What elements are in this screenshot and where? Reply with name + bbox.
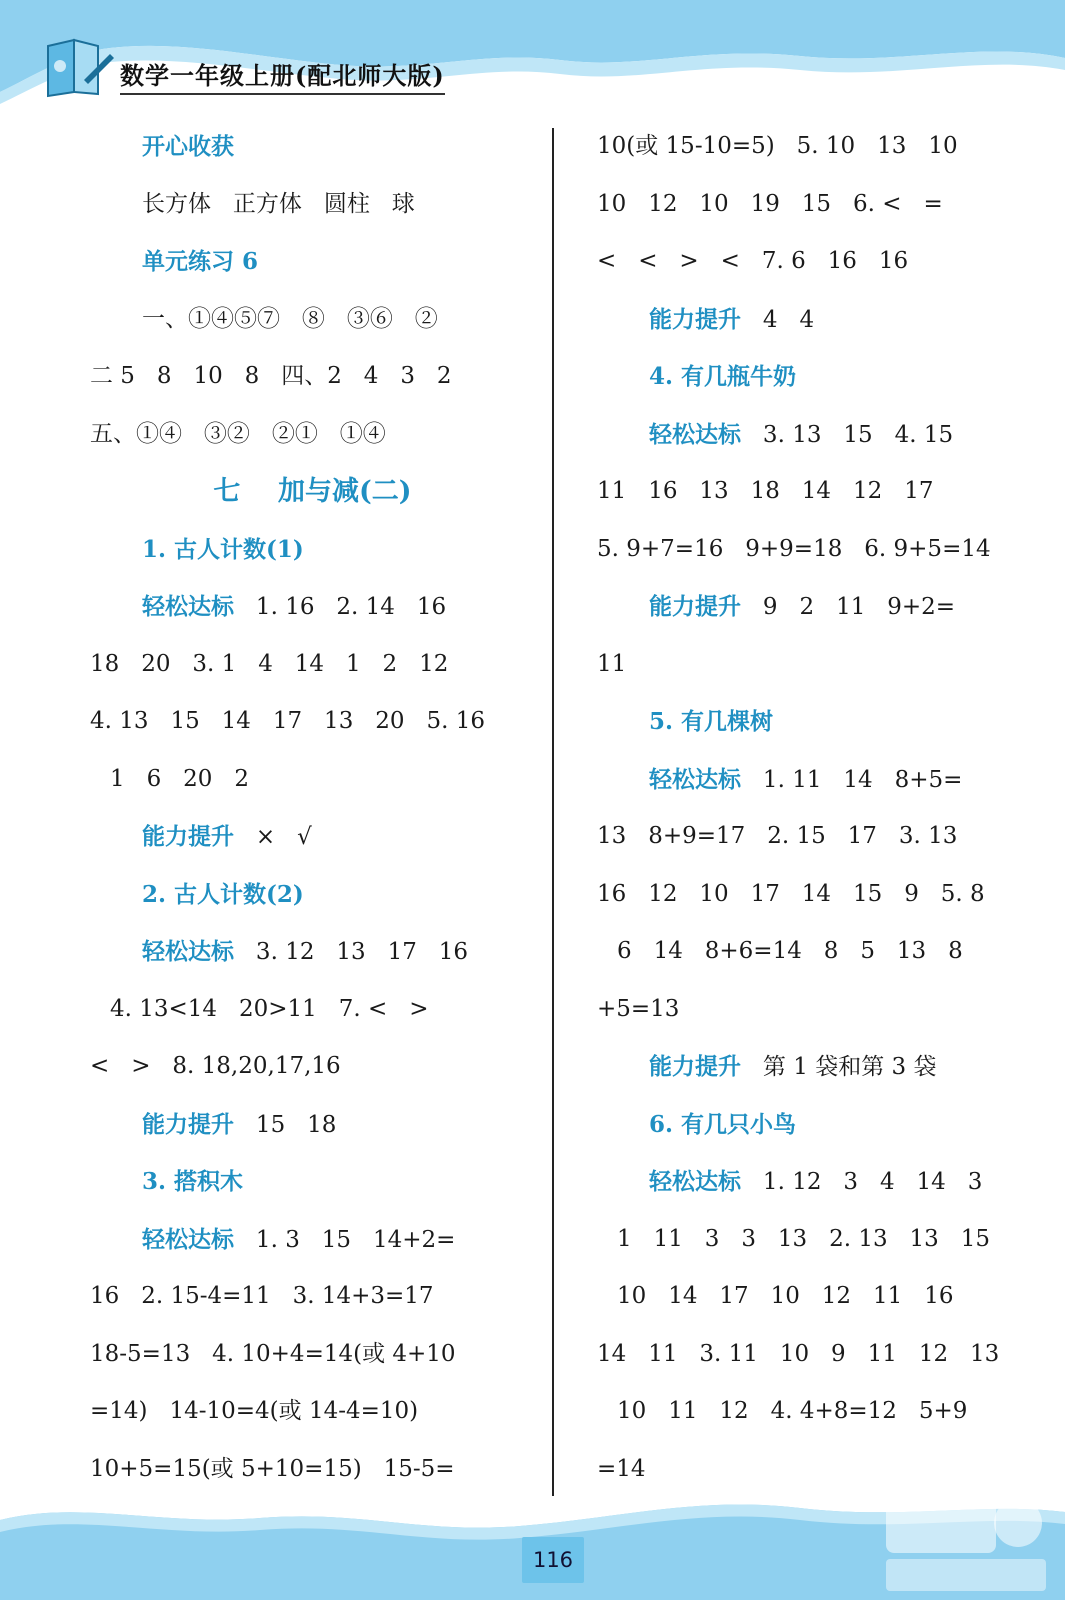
answer-line — [597, 521, 1037, 579]
answer-text: 18-5=13 4. 10+4=14(或 4+10 — [90, 1340, 456, 1367]
answer-text: 1 6 20 2 — [110, 765, 249, 792]
answer-text: 11 16 13 18 14 12 17 — [597, 478, 934, 504]
answer-text: 10(或 15-10=5) 5. 10 13 10 — [597, 133, 958, 159]
answer-line — [90, 636, 535, 694]
answer-text: 11 — [597, 650, 627, 677]
answer-text: 10 14 17 10 12 11 16 — [617, 1283, 954, 1309]
answer-line — [90, 808, 535, 866]
header-title: 数学一年级上册(配北师大版) — [120, 56, 445, 95]
heading-text: 3. 搭积木 — [142, 1168, 244, 1195]
heading-text: 2. 古人计数(2) — [142, 880, 304, 908]
answer-line — [90, 751, 535, 809]
heading-text: 轻松达标 — [649, 420, 741, 448]
heading-text: 能力提升 — [142, 1110, 234, 1138]
heading-text: 开心收获 — [142, 133, 234, 160]
heading-text: 能力提升 — [649, 305, 741, 333]
answer-line — [597, 981, 1037, 1039]
answer-line — [90, 1211, 535, 1269]
answer-text: 16 12 10 17 14 15 9 5. 8 — [597, 880, 985, 907]
answer-text: 3. 13 15 4. 15 — [741, 421, 954, 448]
answer-text: 4 4 — [741, 306, 815, 333]
heading-text: 能力提升 — [142, 823, 234, 850]
column-divider — [552, 128, 554, 1496]
answer-line — [90, 981, 535, 1039]
answer-line — [90, 1383, 535, 1441]
answer-line — [90, 923, 535, 981]
answer-text: 二 5 8 10 8 四、2 4 3 2 — [90, 363, 452, 389]
answer-text: 第 1 袋和第 3 袋 — [741, 1054, 937, 1080]
answer-text: 14 11 3. 11 10 9 11 12 13 — [597, 1340, 1000, 1367]
answer-line — [597, 578, 1037, 636]
answer-line — [90, 578, 535, 636]
section-heading — [90, 463, 535, 521]
answer-text: 4. 13<14 20>11 7. < > — [110, 995, 429, 1022]
book-logo-icon — [40, 36, 116, 100]
answer-text: 9 2 11 9+2= — [741, 594, 956, 620]
answer-text: × √ — [234, 824, 312, 850]
answer-line — [597, 233, 1037, 291]
answer-line — [597, 1211, 1037, 1269]
answer-line — [597, 866, 1037, 924]
answer-line — [597, 693, 1037, 751]
page-number: 116 — [532, 1548, 574, 1572]
answer-text: 15 18 — [234, 1111, 337, 1138]
answer-text: 13 8+9=17 2. 15 17 3. 13 — [597, 823, 958, 849]
answer-line — [597, 406, 1037, 464]
answer-line — [597, 923, 1037, 981]
answer-text: < < > < 7. 6 16 16 — [597, 248, 909, 274]
heading-text: 1. 古人计数(1) — [142, 535, 304, 563]
heading-text: 能力提升 — [649, 593, 741, 620]
heading-text: 能力提升 — [649, 1053, 741, 1080]
answer-text: 5. 9+7=16 9+9=18 6. 9+5=14 — [597, 535, 991, 562]
answer-line — [90, 1268, 535, 1326]
watermark-logo-icon — [880, 1487, 1050, 1597]
answer-text: 五、①④ ③② ②① ①④ — [90, 420, 386, 447]
answer-line — [597, 1268, 1037, 1326]
answer-text: 1 11 3 3 13 2. 13 13 15 — [617, 1225, 991, 1252]
answer-line — [597, 1326, 1037, 1384]
answer-line — [597, 636, 1037, 694]
answer-line — [597, 463, 1037, 521]
answer-text: 6 14 8+6=14 8 5 13 8 — [617, 938, 963, 964]
answer-text: =14 — [597, 1455, 646, 1482]
left-column — [90, 118, 535, 1498]
answer-text: +5=13 — [597, 995, 680, 1022]
answer-line — [90, 1326, 535, 1384]
answer-line — [597, 1383, 1037, 1441]
heading-text: 七 加与减(二) — [213, 476, 412, 507]
answer-line — [90, 176, 535, 234]
answer-line — [597, 1096, 1037, 1154]
heading-text: 6. 有几只小鸟 — [649, 1110, 797, 1138]
answer-text: 1. 12 3 4 14 3 — [741, 1169, 983, 1195]
heading-text: 单元练习 6 — [142, 248, 259, 275]
answer-line — [597, 176, 1037, 234]
heading-text: 4. 有几瓶牛奶 — [649, 363, 797, 390]
answer-text: 1. 16 2. 14 16 — [234, 594, 447, 620]
answer-line — [597, 348, 1037, 406]
answer-line — [90, 1096, 535, 1154]
heading-text: 轻松达标 — [649, 765, 741, 793]
answer-text: 16 2. 15-4=11 3. 14+3=17 — [90, 1283, 434, 1309]
right-column — [597, 118, 1037, 1498]
heading-text: 5. 有几棵树 — [649, 708, 774, 735]
answer-line — [90, 693, 535, 751]
answer-line — [90, 348, 535, 406]
heading-text: 轻松达标 — [142, 938, 234, 965]
heading-text: 轻松达标 — [142, 1225, 234, 1253]
answer-line — [597, 291, 1037, 349]
answer-text: 1. 11 14 8+5= — [741, 766, 963, 793]
heading-text: 轻松达标 — [142, 593, 234, 620]
answer-text: 10 11 12 4. 4+8=12 5+9 — [617, 1398, 968, 1424]
answer-text: 10+5=15(或 5+10=15) 15-5= — [90, 1455, 455, 1482]
answer-line — [597, 751, 1037, 809]
answer-line — [90, 521, 535, 579]
answer-line — [90, 1153, 535, 1211]
answer-text: 长方体 正方体 圆柱 球 — [142, 190, 415, 217]
answer-text: 18 20 3. 1 4 14 1 2 12 — [90, 650, 449, 677]
answer-line — [90, 233, 535, 291]
answer-text: 3. 12 13 17 16 — [234, 939, 469, 965]
answer-line — [597, 1038, 1037, 1096]
answer-text: < > 8. 18,20,17,16 — [90, 1053, 341, 1079]
answer-line — [597, 808, 1037, 866]
heading-text: 轻松达标 — [649, 1168, 741, 1195]
answer-text: 4. 13 15 14 17 13 20 5. 16 — [90, 708, 485, 734]
answer-text: 1. 3 15 14+2= — [234, 1226, 456, 1253]
answer-line — [90, 291, 535, 349]
answer-line — [90, 1038, 535, 1096]
answer-text: 一、①④⑤⑦ ⑧ ③⑥ ② — [142, 305, 438, 332]
answer-text: =14) 14-10=4(或 14-4=10) — [90, 1398, 419, 1424]
answer-line — [90, 406, 535, 464]
answer-line — [597, 1153, 1037, 1211]
answer-line — [90, 118, 535, 176]
answer-line — [597, 118, 1037, 176]
answer-line — [90, 866, 535, 924]
answer-text: 10 12 10 19 15 6. < = — [597, 190, 943, 217]
